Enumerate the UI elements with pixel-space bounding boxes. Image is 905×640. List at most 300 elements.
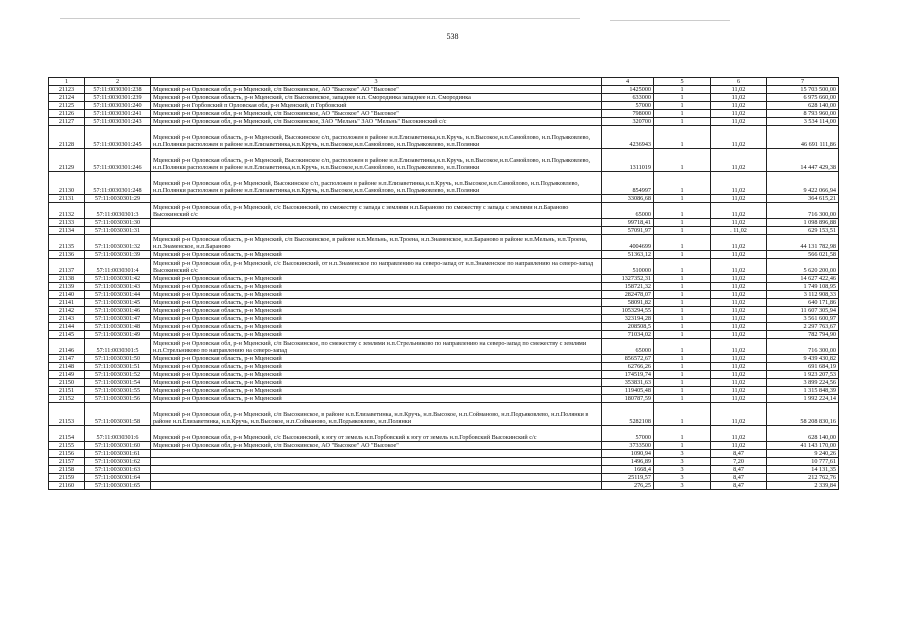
group-cell: 1 (654, 118, 711, 126)
area-cell: 5282108 (602, 403, 654, 426)
group-cell: 1 (654, 442, 711, 450)
area-cell: 3733500 (602, 442, 654, 450)
area-cell: 320700 (602, 118, 654, 126)
value-cell: 566 021,58 (767, 251, 839, 259)
table-row (49, 195, 839, 203)
area-cell: 1053294,55 (602, 307, 654, 315)
cadastral-number-cell: 57:11:0030301:56 (85, 395, 151, 403)
table-row (49, 363, 839, 371)
group-cell: 1 (654, 299, 711, 307)
table-row (49, 458, 839, 466)
value-cell: 691 684,19 (767, 363, 839, 371)
value-cell: 44 131 782,98 (767, 235, 839, 251)
area-cell: 25119,57 (602, 474, 654, 482)
row-number-cell: 21155 (49, 442, 85, 450)
value-cell: 628 140,00 (767, 102, 839, 110)
rate-cell: 11,02 (711, 315, 767, 323)
area-cell: 353831,63 (602, 379, 654, 387)
location-cell (151, 450, 602, 458)
group-cell: 3 (654, 450, 711, 458)
area-cell: 856572,67 (602, 355, 654, 363)
value-cell: 1 315 848,39 (767, 387, 839, 395)
value-cell: 716 300,00 (767, 339, 839, 355)
rate-cell: 11,02 (711, 339, 767, 355)
value-cell: 782 794,90 (767, 331, 839, 339)
cadastral-number-cell: 57:11:0030301:49 (85, 331, 151, 339)
rate-cell: 11,02 (711, 323, 767, 331)
value-cell: 9 240,26 (767, 450, 839, 458)
rate-cell: 11,02 (711, 203, 767, 219)
group-cell: 1 (654, 331, 711, 339)
row-number-cell: 21142 (49, 307, 85, 315)
cadastral-number-cell: 57:11:0030301:64 (85, 474, 151, 482)
rate-cell: 11,02 (711, 110, 767, 118)
group-cell: 1 (654, 235, 711, 251)
area-cell: 71034,02 (602, 331, 654, 339)
group-cell: 1 (654, 307, 711, 315)
table-row (49, 110, 839, 118)
rate-cell: 8,47 (711, 474, 767, 482)
cadastral-number-cell: 57:11:0030301:4 (85, 259, 151, 275)
cadastral-number-cell: 57:11:0030301:246 (85, 149, 151, 172)
rate-cell: 11,02 (711, 395, 767, 403)
row-number-cell: 21136 (49, 251, 85, 259)
table-row (49, 291, 839, 299)
table-row (49, 219, 839, 227)
row-number-cell: 21157 (49, 458, 85, 466)
row-number-cell: 21148 (49, 363, 85, 371)
location-cell (151, 474, 602, 482)
rate-cell: 11,02 (711, 86, 767, 94)
value-cell: 5 620 200,00 (767, 259, 839, 275)
value-cell: 2 297 763,67 (767, 323, 839, 331)
location-cell: Мценский р-н Орловская обл, р-н Мценский, с/п Высокинское, АО "Высокое" АО "Высокое" (151, 110, 602, 118)
row-number-cell: 21133 (49, 219, 85, 227)
cadastral-number-cell: 57:11:0030301:29 (85, 195, 151, 203)
value-cell: 1 923 207,53 (767, 371, 839, 379)
header-cell: 7 (767, 78, 839, 86)
location-cell: Мценский р-н Орловская область, р-н Мценский, с/п Высокинское, в районе н.п.Мельнь, н.п.Троена, н.п.Знаменское, н.п.Бараново в районе н.п.Мельнь, н.п.Троена, н.п.Знаменское, н.п.Бараново (151, 235, 602, 251)
value-cell: 11 607 305,94 (767, 307, 839, 315)
group-cell: 1 (654, 259, 711, 275)
row-number-cell: 21130 (49, 172, 85, 195)
area-cell: 180787,59 (602, 395, 654, 403)
group-cell: 1 (654, 379, 711, 387)
row-number-cell: 21127 (49, 118, 85, 126)
value-cell: 3 534 114,00 (767, 118, 839, 126)
header-row (49, 78, 839, 86)
table-row (49, 149, 839, 172)
value-cell: 41 143 170,00 (767, 442, 839, 450)
cadastral-number-cell: 57:11:0030301:62 (85, 458, 151, 466)
group-cell: 1 (654, 315, 711, 323)
location-cell: Мценский р-н Орловская область, р-н Мценский (151, 371, 602, 379)
table-row (49, 474, 839, 482)
rate-cell: 11,02 (711, 102, 767, 110)
row-number-cell: 21129 (49, 149, 85, 172)
location-cell: Мценский р-н Орловская область, р-н Мценский (151, 275, 602, 283)
area-cell: 798000 (602, 110, 654, 118)
area-cell: 854997 (602, 172, 654, 195)
location-cell: Мценский р-н Орловская область, р-н Мценский (151, 307, 602, 315)
group-cell: 1 (654, 126, 711, 149)
group-cell: 3 (654, 458, 711, 466)
table-row (49, 259, 839, 275)
rate-cell: 11,02 (711, 403, 767, 426)
rate-cell: 8,47 (711, 450, 767, 458)
table-row (49, 118, 839, 126)
group-cell: 1 (654, 283, 711, 291)
cadastral-number-cell: 57:11:0030301:3 (85, 203, 151, 219)
group-cell: 1 (654, 363, 711, 371)
row-number-cell: 21145 (49, 331, 85, 339)
cadastral-number-cell: 57:11:0030301:39 (85, 251, 151, 259)
location-cell (151, 219, 602, 227)
area-cell: 99718,41 (602, 219, 654, 227)
location-cell (151, 458, 602, 466)
row-number-cell: 21137 (49, 259, 85, 275)
cadastral-number-cell: 57:11:0030301:47 (85, 315, 151, 323)
value-cell: 8 793 960,00 (767, 110, 839, 118)
location-cell: Мценский р-н Орловская обл, р-н Мценский, с/с Высокинский, по смежеству с западa с землями н.п.Бараново по смежеству с запада с землями н.п.Бараново Высокинский с/с (151, 203, 602, 219)
row-number-cell: 21132 (49, 203, 85, 219)
rate-cell: 11,02 (711, 172, 767, 195)
area-cell: 65000 (602, 339, 654, 355)
row-number-cell: 21143 (49, 315, 85, 323)
page-number: 538 (446, 32, 459, 41)
group-cell: 1 (654, 227, 711, 235)
cadastral-number-cell: 57:11:0030301:51 (85, 363, 151, 371)
area-cell: 58091,82 (602, 299, 654, 307)
rate-cell: 11,02 (711, 195, 767, 203)
group-cell: 1 (654, 102, 711, 110)
location-cell: Мценский р-н Орловская область, р-н Мценский, Высокинское с/п, расположен в районе н.п.Елизаветинка,н.п.Кручь, н.п.Высокое,н.п.Самойлово, н.п.Подъяковлево, н.п.Полянки расположен в районе н.п.Елизаветинка,н.п.Кручь, н.п.Высокое,н.п.Самойлово, н.п.Подъяковлево, н.п.Полянки (151, 149, 602, 172)
value-cell: 9 439 430,82 (767, 355, 839, 363)
row-number-cell: 21158 (49, 466, 85, 474)
group-cell: 1 (654, 291, 711, 299)
table-row (49, 426, 839, 442)
area-cell: 57000 (602, 102, 654, 110)
location-cell: Мценский р-н Орловская область, р-н Мценский, с/п Высокинское, западнее н.п. Смородинка западнее н.п. Смородинка (151, 94, 602, 102)
table-row (49, 102, 839, 110)
location-cell: Мценский р-н Орловская обл, р-н Мценский, с/п Высокинское, АО "Высокое" АО "Высокое" (151, 86, 602, 94)
value-cell: 628 140,00 (767, 426, 839, 442)
area-cell: 276,25 (602, 482, 654, 490)
group-cell: 1 (654, 86, 711, 94)
group-cell: 3 (654, 474, 711, 482)
location-cell: Мценский р-н Орловская область, р-н Мценский (151, 379, 602, 387)
rate-cell: 11,02 (711, 251, 767, 259)
area-cell: 1496,89 (602, 458, 654, 466)
group-cell: 1 (654, 395, 711, 403)
cadastral-number-cell: 57:11:0030301:44 (85, 291, 151, 299)
table-row (49, 355, 839, 363)
row-number-cell: 21146 (49, 339, 85, 355)
location-cell: Мценский р-н Орловская обл, р-н Мценский, с/п Высокинское, в районе н.п.Елизаветинка, н.п.Кручь, н.п.Высокое, н.п.Сойманово, н.п.Подъяковлево, н.п.Полянки в районе н.п.Елизаветинка, н.п.Кручь, н.п.Высокое, н.п.Сойманово, н.п.Подъяковлево, н.п.Полянки (151, 403, 602, 426)
table-row (49, 275, 839, 283)
area-cell: 62766,26 (602, 363, 654, 371)
group-cell: 1 (654, 426, 711, 442)
cadastral-number-cell: 57:11:0030301:52 (85, 371, 151, 379)
table-row (49, 466, 839, 474)
cadastral-number-cell: 57:11:0030301:31 (85, 227, 151, 235)
scan-artifact (60, 18, 580, 19)
value-cell: 1 098 896,88 (767, 219, 839, 227)
row-number-cell: 21156 (49, 450, 85, 458)
value-cell: 1 992 224,14 (767, 395, 839, 403)
scan-artifact (610, 20, 730, 21)
cadastral-number-cell: 57:11:0030301:243 (85, 118, 151, 126)
cadastral-number-cell: 57:11:0030301:60 (85, 442, 151, 450)
area-cell: 119405,48 (602, 387, 654, 395)
location-cell: Мценский р-н Орловская область, р-н Мценский (151, 363, 602, 371)
rate-cell: 11,02 (711, 371, 767, 379)
row-number-cell: 21138 (49, 275, 85, 283)
cadastral-number-cell: 57:11:0030301:241 (85, 110, 151, 118)
value-cell: 14 627 422,46 (767, 275, 839, 283)
area-cell: 1090,94 (602, 450, 654, 458)
area-cell: 510000 (602, 259, 654, 275)
cadastral-number-cell: 57:11:0030301:45 (85, 299, 151, 307)
value-cell: 716 300,00 (767, 203, 839, 219)
value-cell: 2 339,84 (767, 482, 839, 490)
row-number-cell: 21154 (49, 426, 85, 442)
row-number-cell: 21159 (49, 474, 85, 482)
cadastral-number-cell: 57:11:0030301:239 (85, 94, 151, 102)
table-row (49, 227, 839, 235)
area-cell: 57000 (602, 426, 654, 442)
table-row (49, 203, 839, 219)
header-cell: 5 (654, 78, 711, 86)
rate-cell: 11,02 (711, 307, 767, 315)
row-number-cell: 21151 (49, 387, 85, 395)
table-row (49, 387, 839, 395)
value-cell: 14 447 429,38 (767, 149, 839, 172)
table-row (49, 172, 839, 195)
location-cell: Мценский р-н Орловская область, р-н Мценский (151, 283, 602, 291)
registry-table (48, 77, 839, 490)
cadastral-number-cell: 57:11:0030301:48 (85, 323, 151, 331)
group-cell: 3 (654, 482, 711, 490)
area-cell: 1425000 (602, 86, 654, 94)
location-cell: Мценский р-н Орловская область, р-н Мценский (151, 331, 602, 339)
group-cell: 1 (654, 275, 711, 283)
table-row (49, 450, 839, 458)
row-number-cell: 21144 (49, 323, 85, 331)
location-cell: Мценский р-н Орловская обл, р-н Мценский, с/п Высокинское, по смежеству с землями н.п.Стрельниково по направлению на северо-запад по смежеству с землями н.п.Стрельниково по направлению на северо-запад (151, 339, 602, 355)
area-cell: 65000 (602, 203, 654, 219)
value-cell: 640 171,86 (767, 299, 839, 307)
rate-cell: . 11,02 (711, 227, 767, 235)
table-row (49, 235, 839, 251)
row-number-cell: 21128 (49, 126, 85, 149)
cadastral-number-cell: 57:11:0030301:46 (85, 307, 151, 315)
location-cell: Мценский р-н Орловская область, р-н Мценский (151, 323, 602, 331)
value-cell: 10 777,61 (767, 458, 839, 466)
row-number-cell: 21125 (49, 102, 85, 110)
area-cell: 33086,68 (602, 195, 654, 203)
value-cell: 212 762,76 (767, 474, 839, 482)
location-cell: Мценский р-н Орловская область, р-н Мценский (151, 299, 602, 307)
cadastral-number-cell: 57:11:0030301:240 (85, 102, 151, 110)
location-cell: Мценский р-н Горбовский п Орловская обл, р-н Мценский, п Горбовский (151, 102, 602, 110)
group-cell: 1 (654, 339, 711, 355)
cadastral-number-cell: 57:11:0030301:245 (85, 126, 151, 149)
row-number-cell: 21141 (49, 299, 85, 307)
cadastral-number-cell: 57:11:0030301:5 (85, 339, 151, 355)
value-cell: 9 422 066,94 (767, 172, 839, 195)
header-cell: 4 (602, 78, 654, 86)
table-row (49, 371, 839, 379)
location-cell: Мценский р-н Орловская область, р-н Мценский, Высокинское с/п, расположен в районе н.п.Елизаветинка,н.п.Кручь, н.п.Высокое,н.п.Самойлово, н.п.Подъяковлево, н.п.Полянки расположен в районе н.п.Елизаветинка,н.п.Кручь, н.п.Высокое,н.п.Самойлово, н.п.Подъяковлево, н.п.Полянки (151, 126, 602, 149)
value-cell: 46 691 111,86 (767, 126, 839, 149)
rate-cell: 11,02 (711, 379, 767, 387)
group-cell: 1 (654, 403, 711, 426)
table-row (49, 315, 839, 323)
location-cell (151, 466, 602, 474)
value-cell: 14 131,35 (767, 466, 839, 474)
row-number-cell: 21149 (49, 371, 85, 379)
area-cell: 208508,5 (602, 323, 654, 331)
row-number-cell: 21160 (49, 482, 85, 490)
location-cell: Мценский р-н Орловская область, р-н Мценский (151, 355, 602, 363)
value-cell: 15 703 500,00 (767, 86, 839, 94)
area-cell: 1327352,31 (602, 275, 654, 283)
rate-cell: 11,02 (711, 275, 767, 283)
cadastral-number-cell: 57:11:0030301:238 (85, 86, 151, 94)
area-cell: 1668,4 (602, 466, 654, 474)
rate-cell: 11,02 (711, 331, 767, 339)
location-cell: Мценский р-н Орловская область, р-н Мценский (151, 315, 602, 323)
row-number-cell: 21135 (49, 235, 85, 251)
row-number-cell: 21147 (49, 355, 85, 363)
cadastral-number-cell: 57:11:0030301:58 (85, 403, 151, 426)
group-cell: 1 (654, 94, 711, 102)
cadastral-number-cell: 57:11:0030301:61 (85, 450, 151, 458)
location-cell (151, 195, 602, 203)
group-cell: 1 (654, 195, 711, 203)
table-row (49, 395, 839, 403)
table-row (49, 283, 839, 291)
value-cell: 1 749 108,95 (767, 283, 839, 291)
row-number-cell: 21152 (49, 395, 85, 403)
table-row (49, 94, 839, 102)
rate-cell: 11,02 (711, 291, 767, 299)
row-number-cell: 21150 (49, 379, 85, 387)
rate-cell: 11,02 (711, 235, 767, 251)
location-cell: Мценский р-н Орловская область, р-н Мценский (151, 395, 602, 403)
cadastral-number-cell: 57:11:0030301:65 (85, 482, 151, 490)
value-cell: 364 615,21 (767, 195, 839, 203)
cadastral-number-cell: 57:11:0030301:43 (85, 283, 151, 291)
rate-cell: 11,02 (711, 219, 767, 227)
rate-cell: 8,47 (711, 466, 767, 474)
row-number-cell: 21134 (49, 227, 85, 235)
table-row (49, 442, 839, 450)
group-cell: 1 (654, 371, 711, 379)
table-row (49, 86, 839, 94)
cadastral-number-cell: 57:11:0030301:248 (85, 172, 151, 195)
value-cell: 6 975 660,00 (767, 94, 839, 102)
value-cell: 58 208 830,16 (767, 403, 839, 426)
header-cell: 3 (151, 78, 602, 86)
area-cell: 158721,32 (602, 283, 654, 291)
group-cell: 1 (654, 149, 711, 172)
area-cell: 174519,74 (602, 371, 654, 379)
cadastral-number-cell: 57:11:0030301:63 (85, 466, 151, 474)
group-cell: 1 (654, 203, 711, 219)
area-cell: 4004699 (602, 235, 654, 251)
value-cell: 3 112 908,33 (767, 291, 839, 299)
table-row (49, 482, 839, 490)
group-cell: 1 (654, 110, 711, 118)
location-cell: Мценский р-н Орловская обл, р-н Мценский, с/с Высокинский, к югу от земель н.п.Горбовский к югу от земель н.п.Горбовский Высокинский с/с (151, 426, 602, 442)
header-cell: 1 (49, 78, 85, 86)
header-cell: 2 (85, 78, 151, 86)
value-cell: 629 153,51 (767, 227, 839, 235)
rate-cell: 11,02 (711, 387, 767, 395)
cadastral-number-cell: 57:11:0030301:55 (85, 387, 151, 395)
location-cell: Мценский р-н Орловская область, р-н Мценский (151, 251, 602, 259)
row-number-cell: 21126 (49, 110, 85, 118)
value-cell: 3 561 600,97 (767, 315, 839, 323)
table-row (49, 251, 839, 259)
table-body (49, 78, 839, 490)
location-cell: Мценский р-н Орловская область, р-н Мценский (151, 291, 602, 299)
cadastral-number-cell: 57:11:0030301:32 (85, 235, 151, 251)
location-cell (151, 482, 602, 490)
rate-cell: 8,47 (711, 482, 767, 490)
rate-cell: 11,02 (711, 299, 767, 307)
area-cell: 1311019 (602, 149, 654, 172)
area-cell: 282478,07 (602, 291, 654, 299)
row-number-cell: 21131 (49, 195, 85, 203)
table-row (49, 379, 839, 387)
cadastral-number-cell: 57:11:0030301:54 (85, 379, 151, 387)
table-row (49, 331, 839, 339)
header-cell: 6 (711, 78, 767, 86)
area-cell: 4236943 (602, 126, 654, 149)
area-cell: 51363,12 (602, 251, 654, 259)
area-cell: 633000 (602, 94, 654, 102)
group-cell: 1 (654, 355, 711, 363)
cadastral-number-cell: 57:11:0030301:30 (85, 219, 151, 227)
row-number-cell: 21124 (49, 94, 85, 102)
location-cell: Мценский р-н Орловская область, р-н Мценский (151, 387, 602, 395)
location-cell: Мценский р-н Орловская обл, р-н Мценский, с/п Высокинское, ЗАО "Мельнь" ЗАО "Мельнь" Высокинский с/с (151, 118, 602, 126)
table-row (49, 307, 839, 315)
rate-cell: 11,02 (711, 442, 767, 450)
row-number-cell: 21153 (49, 403, 85, 426)
area-cell: 323194,28 (602, 315, 654, 323)
group-cell: 3 (654, 466, 711, 474)
row-number-cell: 21139 (49, 283, 85, 291)
location-cell: Мценский р-н Орловская обл, р-н Мценский, Высокинское с/п, расположен в районе н.п.Елизаветинка,н.п.Кручь, н.п.Высокое,н.п.Самойлово, н.п.Подъяковлево, н.п.Полянки расположен в районе н.п.Елизаветинка,н.п.Кручь, н.п.Высокое,н.п.Самойлово, н.п.Подъяковлево, н.п.Полянки (151, 172, 602, 195)
group-cell: 1 (654, 172, 711, 195)
rate-cell: 11,02 (711, 363, 767, 371)
table-row (49, 403, 839, 426)
area-cell: 57091,97 (602, 227, 654, 235)
cadastral-number-cell: 57:11:0030301:50 (85, 355, 151, 363)
cadastral-number-cell: 57:11:0030301:6 (85, 426, 151, 442)
table-row (49, 126, 839, 149)
group-cell: 1 (654, 387, 711, 395)
rate-cell: 11,02 (711, 426, 767, 442)
rate-cell: 11,02 (711, 94, 767, 102)
cadastral-number-cell: 57:11:0030301:42 (85, 275, 151, 283)
rate-cell: 11,02 (711, 118, 767, 126)
table-row (49, 299, 839, 307)
